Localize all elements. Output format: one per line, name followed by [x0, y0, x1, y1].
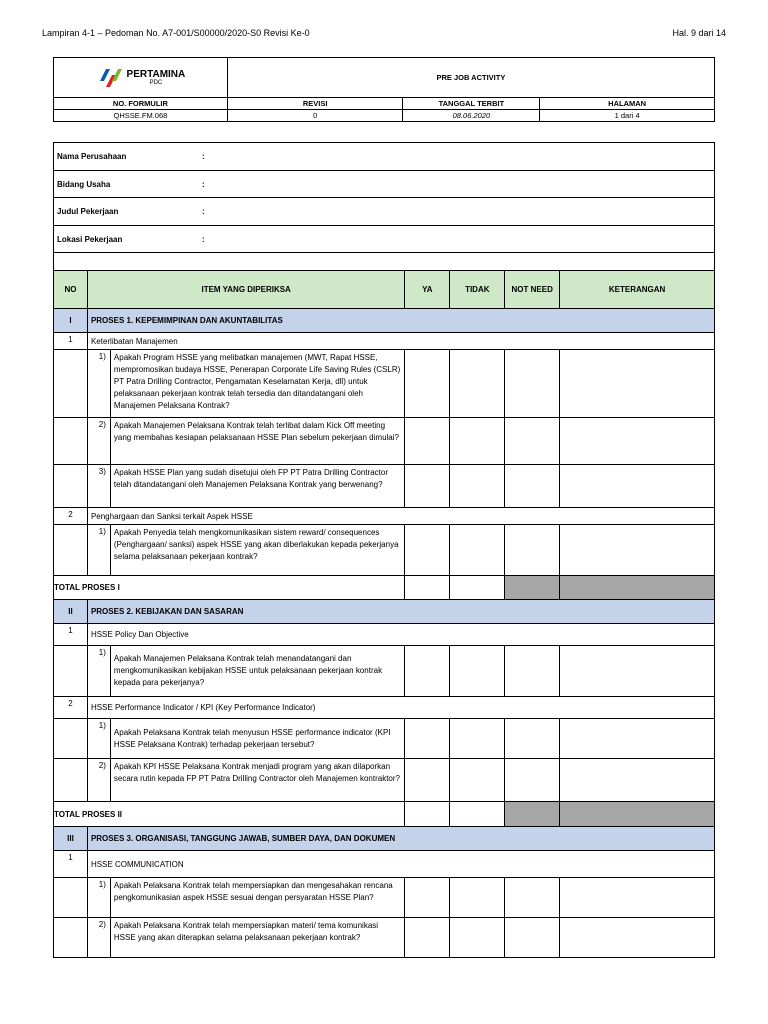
checklist-table	[53, 142, 715, 958]
remark-cell[interactable]	[560, 465, 715, 508]
col-header-item: ITEM YANG DIPERIKSA	[87, 271, 404, 309]
total-label: TOTAL PROSES II	[54, 802, 405, 827]
answer-ya-cell[interactable]	[405, 878, 450, 918]
group-title: Keterlibatan Manajemen	[87, 333, 714, 350]
col-header-not-need: NOT NEED	[505, 271, 560, 309]
remark-cell[interactable]	[560, 918, 715, 958]
group-title: HSSE Performance Indicator / KPI (Key Performance Indicator)	[87, 697, 714, 719]
answer-tidak-cell[interactable]	[450, 759, 505, 802]
meta-label: HALAMAN	[540, 98, 715, 110]
answer-ya-cell[interactable]	[405, 525, 450, 576]
total-ya-cell[interactable]	[405, 802, 450, 827]
item-number: 2)	[87, 759, 110, 802]
answer-not-need-cell[interactable]	[505, 759, 560, 802]
remark-cell[interactable]	[560, 525, 715, 576]
total-tidak-cell[interactable]	[450, 576, 505, 600]
item-question: Apakah Pelaksana Kontrak telah mempersiapkan dan mengesahakan rencana pengkomunikasian aspek HSSE sesuai dengan persyaratan HSSE Plan?	[110, 878, 405, 918]
answer-tidak-cell[interactable]	[450, 525, 505, 576]
group-number: 2	[54, 697, 88, 719]
answer-ya-cell[interactable]	[405, 918, 450, 958]
item-question: Apakah Pelaksana Kontrak telah mempersiapkan materi/ tema komunikasi HSSE yang akan diterapkan selama pelaksanaan pekerjaan kontrak?	[110, 918, 405, 958]
meta-value: 1 dari 4	[540, 110, 715, 122]
item-number: 1)	[87, 646, 110, 697]
answer-ya-cell[interactable]	[405, 719, 450, 759]
form-header	[53, 57, 715, 122]
info-job-location[interactable]: Lokasi Pekerjaan :	[54, 226, 715, 253]
answer-tidak-cell[interactable]	[450, 646, 505, 697]
pertamina-logo-icon	[96, 67, 124, 89]
answer-not-need-cell[interactable]	[505, 878, 560, 918]
info-business-field[interactable]: Bidang Usaha :	[54, 171, 715, 198]
logo-sub: PDC	[149, 79, 163, 86]
spacer-row	[54, 253, 715, 271]
remark-cell[interactable]	[560, 719, 715, 759]
item-question: Apakah Pelaksana Kontrak telah menyusun HSSE performance indicator (KPI HSSE Pelaksana Kontrak) terhadap pekerjaan tersebut?	[110, 719, 405, 759]
answer-not-need-cell[interactable]	[505, 350, 560, 418]
page-header-left: Lampiran 4-1 – Pedoman No. A7-001/S00000/2020-S0 Revisi Ke-0	[42, 28, 310, 38]
meta-value: QHSSE.FM.068	[54, 110, 228, 122]
group-number: 2	[54, 508, 88, 525]
section-title: PROSES 3. ORGANISASI, TANGGUNG JAWAB, SUMBER DAYA, DAN DOKUMEN	[87, 827, 714, 851]
answer-not-need-cell[interactable]	[505, 465, 560, 508]
answer-tidak-cell[interactable]	[450, 719, 505, 759]
group-number: 1	[54, 333, 88, 350]
item-number: 2)	[87, 418, 110, 465]
meta-label: NO. FORMULIR	[54, 98, 228, 110]
info-job-title[interactable]: Judul Pekerjaan :	[54, 198, 715, 226]
answer-ya-cell[interactable]	[405, 418, 450, 465]
section-number: III	[54, 827, 88, 851]
section-title: PROSES 2. KEBIJAKAN DAN SASARAN	[87, 600, 714, 624]
answer-tidak-cell[interactable]	[450, 878, 505, 918]
total-tidak-cell[interactable]	[450, 802, 505, 827]
answer-not-need-cell[interactable]	[505, 646, 560, 697]
group-title: HSSE Policy Dan Objective	[87, 624, 714, 646]
item-question: Apakah Penyedia telah mengkomunikasikan sistem reward/ consequences (Penghargaan/ sanksi) aspek HSSE yang akan diberlakukan kepada pekerjanya selama pelaksanaan pekerjaan kontrak?	[110, 525, 405, 576]
group-number: 1	[54, 624, 88, 646]
group-title: Penghargaan dan Sanksi terkait Aspek HSSE	[87, 508, 714, 525]
meta-value: 0	[227, 110, 403, 122]
col-header-tidak: TIDAK	[450, 271, 505, 309]
answer-not-need-cell[interactable]	[505, 418, 560, 465]
item-question: Apakah HSSE Plan yang sudah disetujui oleh FP PT Patra Drilling Contractor telah ditandatangani oleh Manajemen Pelaksana Kontrak yang berwenang?	[110, 465, 405, 508]
remark-cell[interactable]	[560, 878, 715, 918]
meta-value: 08.06.2020	[403, 110, 540, 122]
document-title: PRE JOB ACTIVITY	[227, 58, 714, 98]
total-label: TOTAL PROSES I	[54, 576, 405, 600]
answer-tidak-cell[interactable]	[450, 918, 505, 958]
page-header-right: Hal. 9 dari 14	[672, 28, 726, 38]
answer-ya-cell[interactable]	[405, 759, 450, 802]
col-header-no: NO	[54, 271, 88, 309]
item-question: Apakah KPI HSSE Pelaksana Kontrak menjadi program yang akan dilaporkan secara rutin kepada FP PT Patra Drilling Contractor oleh Manajemen kontraktor?	[110, 759, 405, 802]
item-number: 1)	[87, 525, 110, 576]
answer-not-need-cell[interactable]	[505, 719, 560, 759]
section-number: II	[54, 600, 88, 624]
section-title: PROSES 1. KEPEMIMPINAN DAN AKUNTABILITAS	[87, 309, 714, 333]
meta-label: REVISI	[227, 98, 403, 110]
remark-cell[interactable]	[560, 350, 715, 418]
answer-ya-cell[interactable]	[405, 646, 450, 697]
answer-ya-cell[interactable]	[405, 465, 450, 508]
remark-cell[interactable]	[560, 646, 715, 697]
answer-tidak-cell[interactable]	[450, 350, 505, 418]
answer-ya-cell[interactable]	[405, 350, 450, 418]
total-ya-cell[interactable]	[405, 576, 450, 600]
answer-not-need-cell[interactable]	[505, 918, 560, 958]
meta-label: TANGGAL TERBIT	[403, 98, 540, 110]
info-company[interactable]: Nama Perusahaan :	[54, 143, 715, 171]
answer-not-need-cell[interactable]	[505, 525, 560, 576]
item-number: 1)	[87, 878, 110, 918]
item-question: Apakah Manajemen Pelaksana Kontrak telah terlibat dalam Kick Off meeting yang membahas kesiapan pelaksanaan HSSE Plan sebelum pekerjaan dimulai?	[110, 418, 405, 465]
item-number: 1)	[87, 719, 110, 759]
section-number: I	[54, 309, 88, 333]
group-title: HSSE COMMUNICATION	[87, 851, 714, 878]
item-number: 2)	[87, 918, 110, 958]
group-number: 1	[54, 851, 88, 878]
col-header-ya: YA	[405, 271, 450, 309]
logo-cell	[54, 58, 228, 98]
logo-name: PERTAMINA	[126, 68, 186, 80]
item-number: 1)	[87, 350, 110, 418]
remark-cell[interactable]	[560, 418, 715, 465]
item-number: 3)	[87, 465, 110, 508]
answer-tidak-cell[interactable]	[450, 418, 505, 465]
col-header-keterangan: KETERANGAN	[560, 271, 715, 309]
answer-tidak-cell[interactable]	[450, 465, 505, 508]
remark-cell[interactable]	[560, 759, 715, 802]
item-question: Apakah Manajemen Pelaksana Kontrak telah menandatangani dan mengkomunikasikan kebijakan HSSE untuk pelaksanaan pekerjaan kontrak kepada para pekerjanya?	[110, 646, 405, 697]
item-question: Apakah Program HSSE yang melibatkan manajemen (MWT, Rapat HSSE, mempromosikan budaya HSSE, Penerapan Corporate Life Saving Rules (CSLR) PT Patra Drilling Contractor, Pengamatan Keselamatan Kerja, dll) untuk pelaksanaan pekerjaan kontrak telah tersedia dan ditandatangani oleh Manajemen Pelaksana Kontrak?	[110, 350, 405, 418]
